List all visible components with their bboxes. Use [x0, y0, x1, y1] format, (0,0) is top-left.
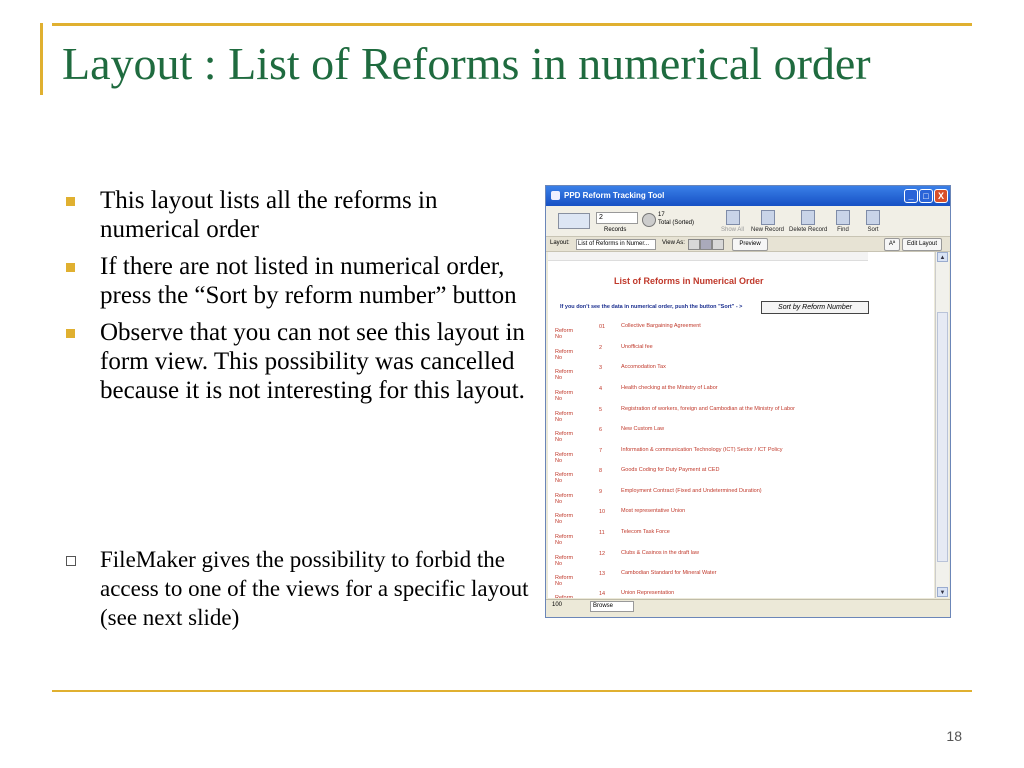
top-accent-line [52, 23, 972, 26]
mode-select[interactable]: Browse [590, 601, 634, 612]
page-number: 18 [946, 728, 962, 744]
scroll-down-arrow-icon[interactable]: ▼ [937, 587, 948, 597]
header-band [548, 252, 868, 261]
left-accent-line [40, 23, 43, 95]
magnifier-icon [836, 210, 850, 225]
zoom-level[interactable]: 100 [552, 602, 563, 608]
edit-layout-button[interactable]: Edit Layout [902, 238, 942, 251]
list-view-icon[interactable] [700, 239, 712, 250]
table-view-icon[interactable] [712, 239, 724, 250]
delete-record-icon [801, 210, 815, 225]
square-bullet-icon [66, 197, 75, 206]
hollow-square-bullet-icon [66, 556, 76, 566]
bullet-item: If there are not listed in numerical order, press the “Sort by reform number” button [60, 252, 530, 310]
bottom-divider [52, 690, 972, 692]
status-bar [546, 599, 950, 612]
preview-button[interactable]: Preview [732, 238, 768, 251]
found-set-pie-icon [642, 213, 656, 227]
form-view-icon[interactable] [688, 239, 700, 250]
show-all-button[interactable]: Show All [721, 210, 744, 233]
bullet-list [60, 186, 530, 413]
view-as-label: View As: [662, 240, 685, 246]
layout-select[interactable]: List of Reforms in Numer... [576, 239, 656, 250]
scrollbar-thumb[interactable] [937, 312, 948, 562]
sort-by-reform-number-button[interactable]: Sort by Reform Number [761, 301, 869, 314]
found-count: 17 Total (Sorted) [658, 212, 695, 226]
record-navigation-book-icon[interactable] [558, 213, 590, 229]
sub-bullet-item: FileMaker gives the possibility to forbid the access to one of the views for a specific layout (see next slide) [100, 545, 530, 632]
delete-record-button[interactable]: Delete Record [789, 210, 827, 233]
list-title: List of Reforms in Numerical Order [614, 276, 764, 286]
sort-icon [866, 210, 880, 225]
list-content-area: List of Reforms in Numerical Order If you don't see the data in numerical order, push the button "Sort" - > Sort by Reform Number Reform No 01 Collective Bargaining Agreement Reform No 2 Unofficial fee Reform No 3 Accomodation Tax Reform No 4 Health checking at the Ministry of Labor Reform No 5 Registration of workers, foreign and Cambodian at the Ministry of Labor Reform No 6 New Custom Law Reform No 7 Information & communication Technology (ICT) Sector / ICT Policy Reform No 8 Goods Coding for Duty Payment at CED Reform No 9 Employment Contract (Fixed and Undetermined Duration) Reform No 10 Most representative Union Reform No 11 Telecom Task Force Reform No 12 Clubs & Casinos in the draft law Reform No 13 Cambodian Standard for Mineral Water Reform 14 Union Representation [548, 252, 934, 598]
bullet-item: This layout lists all the reforms in numerical order [60, 186, 530, 244]
layout-bar [546, 237, 950, 252]
square-bullet-icon [66, 263, 75, 272]
vertical-scrollbar[interactable] [935, 252, 949, 598]
maximize-button[interactable]: □ [919, 189, 933, 203]
bullet-item: Observe that you can not see this layout in form view. This possibility was cancelled because it is not interesting for this layout. [60, 318, 530, 405]
status-toolbar [546, 206, 950, 237]
new-record-icon [761, 210, 775, 225]
text-format-button[interactable]: Aª [884, 238, 900, 251]
slide-title: Layout : List of Reforms in numerical order [62, 38, 871, 89]
layout-label: Layout: [550, 240, 570, 246]
record-number-input[interactable]: 2 [596, 212, 638, 224]
close-button[interactable]: X [934, 189, 948, 203]
show-all-icon [726, 210, 740, 225]
sort-button[interactable]: Sort [866, 210, 880, 233]
minimize-button[interactable]: _ [904, 189, 918, 203]
window-title: PPD Reform Tracking Tool [564, 191, 665, 200]
scroll-up-arrow-icon[interactable]: ▲ [937, 252, 948, 262]
app-icon [551, 191, 560, 200]
records-label: Records [604, 227, 627, 233]
window-titlebar[interactable] [546, 186, 950, 206]
find-button[interactable]: Find [836, 210, 850, 233]
sort-hint-text: If you don't see the data in numerical order, push the button "Sort" - > [560, 304, 743, 310]
new-record-button[interactable]: New Record [751, 210, 784, 233]
filemaker-window-screenshot [545, 185, 951, 618]
square-bullet-icon [66, 329, 75, 338]
